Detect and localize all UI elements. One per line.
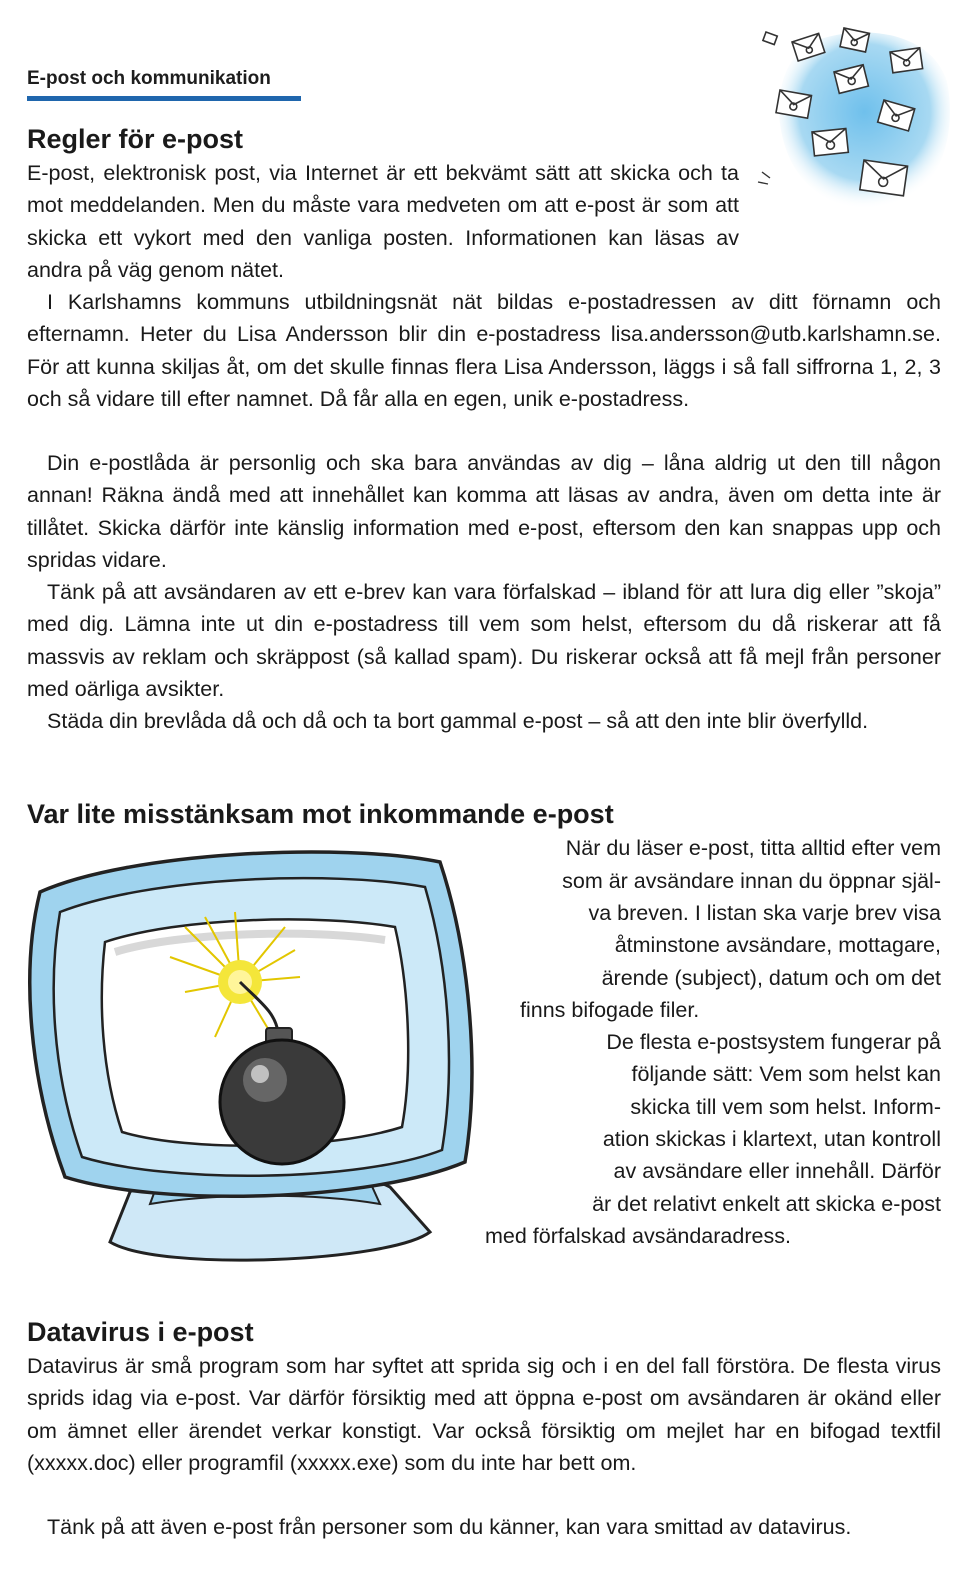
virus-paragraph-1: Datavirus är små program som har syftet att sprida sig och i en del fall förstöra. De flesta virus sprids idag via e-post. Var därför försiktig med att öppna e-post om avsändaren är okänd eller om ämnet eller ärendet verkar konstigt. Var också försiktig om mejlet har en bifogad textfil (xxxxx.doc) eller programfil (xxxxx.exe) som du inte har bett om. bbox=[27, 1354, 941, 1476]
text-line: ärende (subject), datum och om det bbox=[601, 966, 941, 990]
text-line: När du läser e-post, titta alltid efter vem bbox=[565, 836, 941, 860]
text-line: finns bifogade filer. bbox=[520, 998, 700, 1022]
section-label: E-post och kommunikation bbox=[27, 68, 271, 89]
virus-paragraph-2: Tänk på att även e-post från personer som du känner, kan vara smittad av datavirus. bbox=[47, 1515, 852, 1539]
text-line: ation skickas i klartext, utan kontroll bbox=[602, 1127, 941, 1151]
text-line: av avsändare eller innehåll. Därför bbox=[613, 1159, 941, 1183]
rules-paragraph-2: I Karlshamns kommuns utbildningsnät nät bildas e-postadressen av ditt förnamn och efternamn. Heter du Lisa Andersson blir din e-postadress lisa.andersson@utb.karlshamn.se. För att kunna skiljas åt, om det skulle finnas flera Lisa Andersson, läggs i så fall siffrorna 1, 2, 3 och så vidare till efter namnet. Då får alla en egen, unik e-postadress. bbox=[27, 290, 941, 412]
text-line: med förfalskad avsändaradress. bbox=[485, 1224, 791, 1248]
rules-title: Regler för e-post bbox=[27, 124, 244, 154]
virus-title: Datavirus i e-post bbox=[27, 1317, 254, 1347]
text-line: va breven. I listan ska varje brev visa bbox=[588, 901, 941, 925]
text-line: skicka till vem som helst. Inform- bbox=[630, 1095, 941, 1119]
rules-paragraph-1: E-post, elektronisk post, via Internet är ett bekvämt sätt att skicka och ta mot meddelanden. Men du måste vara medveten om att e-post är som att skicka ett vykort med den vanliga posten. Informationen kan läsas av andra på väg genom nätet. bbox=[27, 161, 739, 283]
envelopes-illustration bbox=[752, 22, 952, 227]
text-line: åtminstone avsändare, mottagare, bbox=[614, 933, 941, 957]
rules-paragraph-5: Städa din brevlåda då och då och ta bort gammal e-post – så att den inte blir överfylld. bbox=[47, 709, 869, 733]
rules-paragraph-3: Din e-postlåda är personlig och ska bara användas av dig – låna aldrig ut den till någon annan! Räkna ändå med att innehållet kan komma att läsas av andra, även om detta inte är tillåtet. Skicka därför inte känslig information med e-post, eftersom den kan snappas upp och spridas vidare. bbox=[27, 451, 941, 573]
text-line: som är avsändare innan du öppnar själ- bbox=[562, 869, 941, 893]
monitor-bomb-illustration bbox=[10, 832, 490, 1282]
text-line: följande sätt: Vem som helst kan bbox=[631, 1062, 941, 1086]
text-line: De flesta e-postsystem fungerar på bbox=[606, 1030, 941, 1054]
rules-paragraph-4: Tänk på att avsändaren av ett e-brev kan vara förfalskad – ibland för att lura dig eller ”skoja” med dig. Lämna inte ut din e-postadress till vem som helst, eftersom du då riskerar att få massvis av reklam och skräppost (så kallad spam). Du riskerar också att få mejl från personer med oärliga avsikter. bbox=[27, 580, 941, 702]
text-line: är det relativt enkelt att skicka e-post bbox=[592, 1192, 941, 1216]
section-rule bbox=[27, 96, 301, 101]
suspicious-title: Var lite misstänksam mot inkommande e-post bbox=[27, 799, 614, 829]
